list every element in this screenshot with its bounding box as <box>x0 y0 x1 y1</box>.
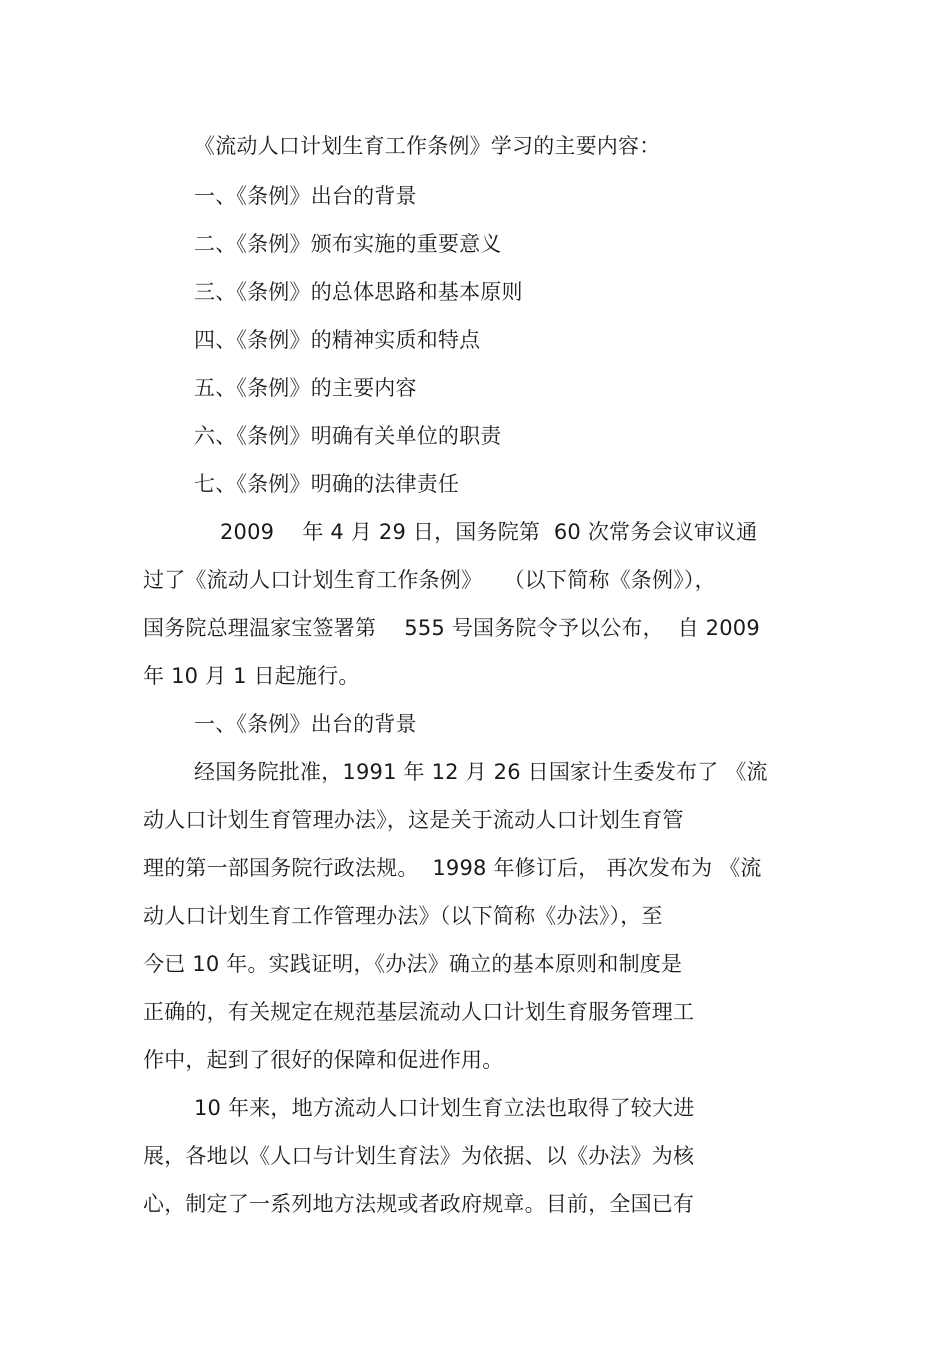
paragraph1-line-5: 今已 10 年。实践证明，《办法》确立的基本原则和制度是 <box>143 952 683 976</box>
paragraph1-line-4: 动人口计划生育工作管理办法》（以下简称《办法》），至 <box>143 904 663 928</box>
paragraph1-line-6: 正确的，有关规定在规范基层流动人口计划生育服务管理工 <box>143 1000 695 1024</box>
intro-line-3: 国务院总理温家宝签署第 555 号国务院令予以公布， 自 2009 <box>143 616 760 640</box>
paragraph2-line-1: 10 年来，地方流动人口计划生育立法也取得了较大进 <box>194 1096 695 1120</box>
outline-item-3: 三、《条例》的总体思路和基本原则 <box>194 280 523 304</box>
outline-item-6: 六、《条例》明确有关单位的职责 <box>194 424 502 448</box>
paragraph2-line-2: 展，各地以《人口与计划生育法》为依据、以《办法》为核 <box>143 1144 695 1168</box>
paragraph1-line-3: 理的第一部国务院行政法规。 1998 年修订后， 再次发布为 《流 <box>143 856 762 880</box>
outline-item-1: 一、《条例》出台的背景 <box>194 184 417 208</box>
outline-item-7: 七、《条例》明确的法律责任 <box>194 472 460 496</box>
intro-line-1: 2009 年 4 月 29 日，国务院第 60 次常务会议审议通 <box>220 520 758 544</box>
paragraph2-line-3: 心，制定了一系列地方法规或者政府规章。目前，全国已有 <box>143 1192 695 1216</box>
document-title: 《流动人口计划生育工作条例》学习的主要内容： <box>194 134 661 158</box>
section-heading: 一、《条例》出台的背景 <box>194 712 417 736</box>
paragraph1-line-1: 经国务院批准，1991 年 12 月 26 日国家计生委发布了 《流 <box>194 760 768 784</box>
intro-line-4: 年 10 月 1 日起施行。 <box>143 664 360 688</box>
paragraph1-line-7: 作中，起到了很好的保障和促进作用。 <box>143 1048 504 1072</box>
intro-line-2: 过了《流动人口计划生育工作条例》 （以下简称《条例》）， <box>143 568 716 592</box>
paragraph1-line-2: 动人口计划生育管理办法》，这是关于流动人口计划生育管 <box>143 808 684 832</box>
outline-item-4: 四、《条例》的精神实质和特点 <box>194 328 481 352</box>
outline-item-2: 二、《条例》颁布实施的重要意义 <box>194 232 502 256</box>
outline-item-5: 五、《条例》的主要内容 <box>194 376 417 400</box>
